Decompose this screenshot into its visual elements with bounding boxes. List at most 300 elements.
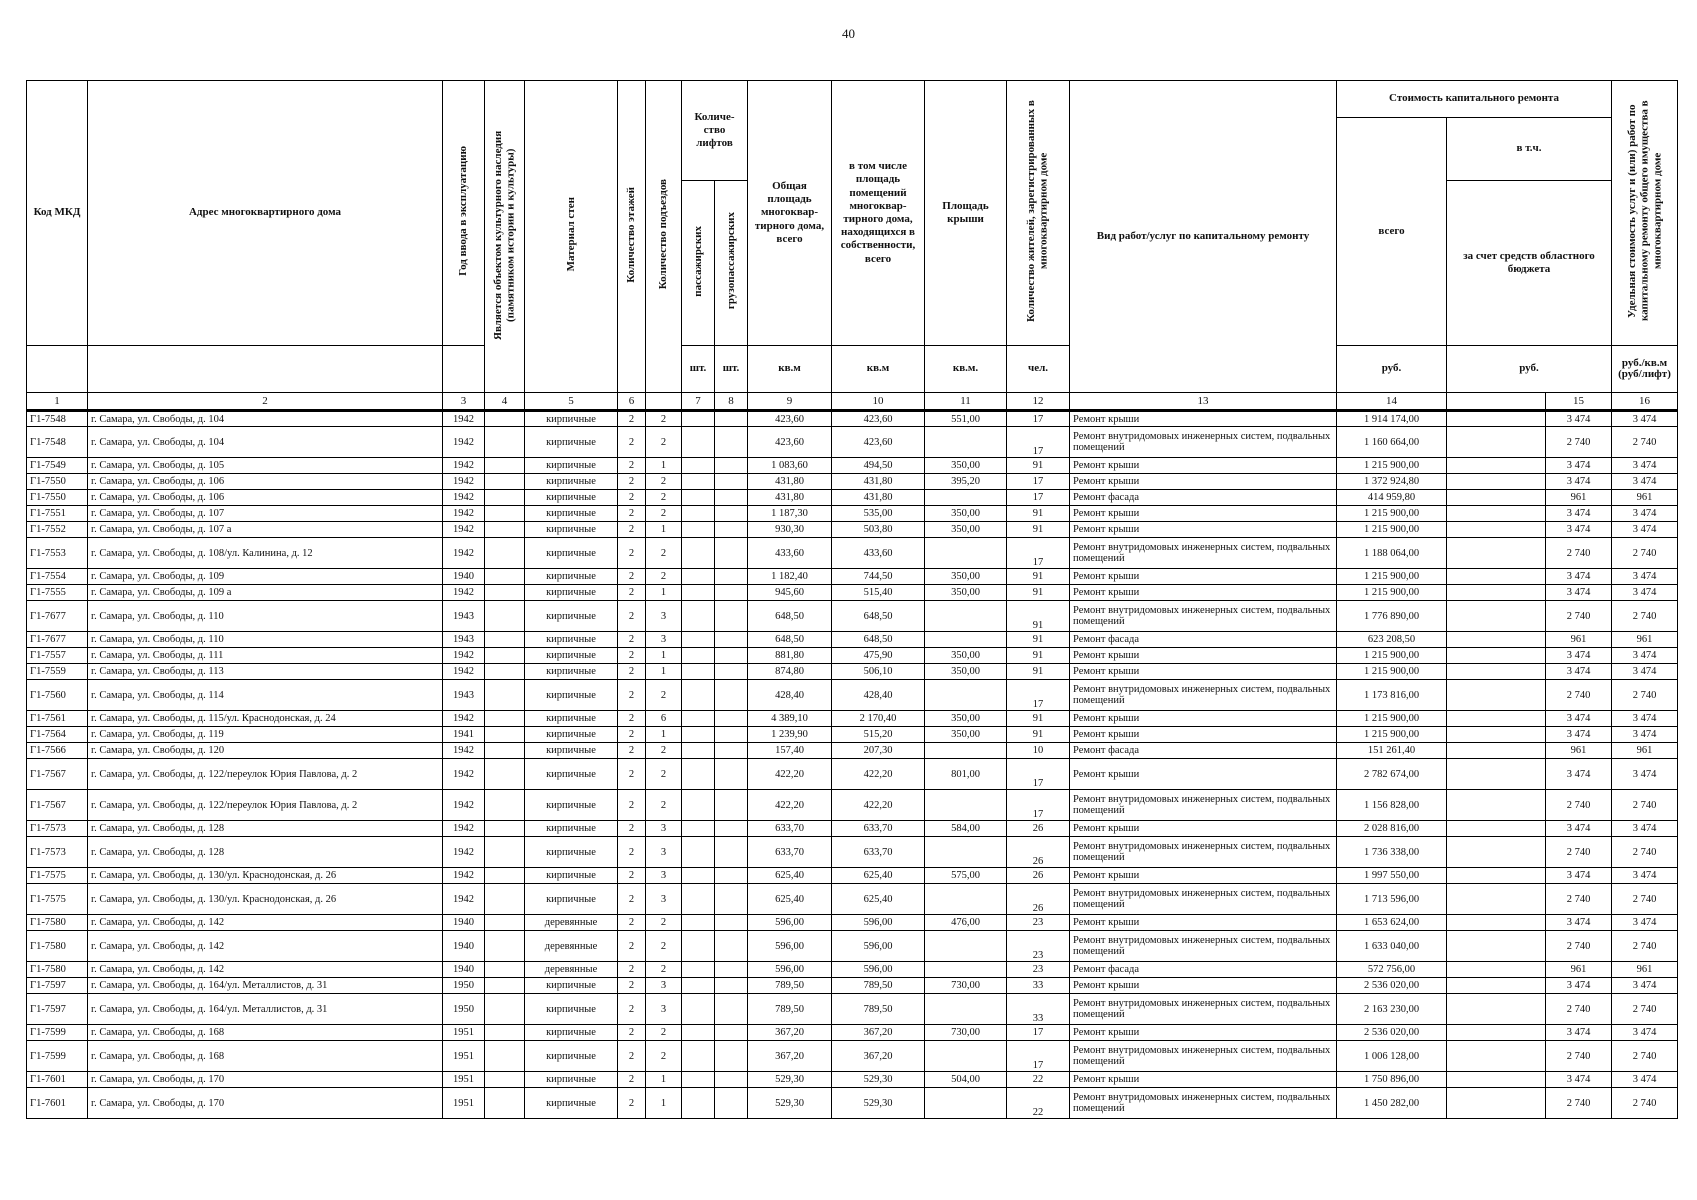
- cell-lifts-cargo: [715, 538, 748, 569]
- cell-lifts-passenger: [682, 601, 715, 632]
- cell-address: г. Самара, ул. Свободы, д. 111: [88, 648, 443, 664]
- cell-year: 1943: [443, 632, 485, 648]
- cell-cost-total: 2 536 020,00: [1337, 1025, 1447, 1041]
- cell-code: Г1-7599: [27, 1025, 88, 1041]
- cell-entrances: 2: [646, 1041, 682, 1072]
- header-total-area: Общая площадь многоквар-тирного дома, всего: [748, 81, 832, 346]
- cell-roof-area: 350,00: [925, 664, 1007, 680]
- column-number: 6: [618, 393, 646, 411]
- cell-owned-area: 529,30: [832, 1088, 925, 1119]
- cell-year: 1942: [443, 490, 485, 506]
- column-number: 15: [1546, 393, 1612, 411]
- cell-total-area: 1 187,30: [748, 506, 832, 522]
- table-row: [27, 1088, 1678, 1119]
- cell-lifts-cargo: [715, 506, 748, 522]
- cell-floors: 2: [618, 868, 646, 884]
- cell-entrances: 3: [646, 821, 682, 837]
- table-row: [27, 569, 1678, 585]
- cell-wall: кирпичные: [525, 790, 618, 821]
- cell-wall: кирпичные: [525, 522, 618, 538]
- cell-residents: 91: [1007, 632, 1070, 648]
- cell-total-area: 422,20: [748, 759, 832, 790]
- cell-residents: 17: [1007, 1041, 1070, 1072]
- cell-floors: 2: [618, 978, 646, 994]
- cell-floors: 2: [618, 522, 646, 538]
- cell-roof-area: 350,00: [925, 522, 1007, 538]
- table-row: [27, 931, 1678, 962]
- cell-residents: 26: [1007, 821, 1070, 837]
- cell-heritage: [485, 931, 525, 962]
- cell-cost-total: 1 215 900,00: [1337, 648, 1447, 664]
- cell-owned-area: 506,10: [832, 664, 925, 680]
- cell-roof-area: [925, 743, 1007, 759]
- cell-limit-cost: 961: [1612, 962, 1678, 978]
- cell-roof-area: 551,00: [925, 411, 1007, 427]
- cell-limit-cost: 961: [1612, 490, 1678, 506]
- cell-residents: 23: [1007, 931, 1070, 962]
- cell-limit-cost: 3 474: [1612, 978, 1678, 994]
- cell-cost-regional: [1447, 884, 1546, 915]
- cell-lifts-passenger: [682, 648, 715, 664]
- column-number: 10: [832, 393, 925, 411]
- cell-residents: 91: [1007, 506, 1070, 522]
- cell-entrances: 2: [646, 538, 682, 569]
- cell-total-area: 431,80: [748, 490, 832, 506]
- cell-owned-area: 423,60: [832, 427, 925, 458]
- cell-cost-total: 1 215 900,00: [1337, 569, 1447, 585]
- cell-lifts-passenger: [682, 978, 715, 994]
- cell-address: г. Самара, ул. Свободы, д. 142: [88, 962, 443, 978]
- cell-owned-area: 596,00: [832, 962, 925, 978]
- cell-total-area: 874,80: [748, 664, 832, 680]
- cell-residents: 23: [1007, 915, 1070, 931]
- cell-heritage: [485, 1088, 525, 1119]
- cell-limit-cost: 2 740: [1612, 884, 1678, 915]
- cell-work-type: Ремонт внутридомовых инженерных систем, подвальных помещений: [1070, 790, 1337, 821]
- cell-lifts-cargo: [715, 427, 748, 458]
- cell-work-type: Ремонт крыши: [1070, 978, 1337, 994]
- cell-work-type: Ремонт внутридомовых инженерных систем, подвальных помещений: [1070, 538, 1337, 569]
- cell-cost-total: 1 776 890,00: [1337, 601, 1447, 632]
- unit-sqm-total: кв.м: [748, 346, 832, 393]
- cell-limit-cost: 2 740: [1612, 1041, 1678, 1072]
- cell-cost-regional: [1447, 632, 1546, 648]
- cell-work-type: Ремонт фасада: [1070, 632, 1337, 648]
- unit-rub-total: руб.: [1337, 346, 1447, 393]
- header-address: Адрес многоквартирного дома: [88, 81, 443, 346]
- cell-lifts-cargo: [715, 962, 748, 978]
- cell-wall: кирпичные: [525, 743, 618, 759]
- cell-owned-area: 625,40: [832, 884, 925, 915]
- header-work-type: Вид работ/услуг по капитальному ремонту: [1070, 81, 1337, 393]
- cell-total-area: 4 389,10: [748, 711, 832, 727]
- cell-limit-cost: 3 474: [1612, 506, 1678, 522]
- cell-heritage: [485, 427, 525, 458]
- cell-address: г. Самара, ул. Свободы, д. 142: [88, 915, 443, 931]
- cell-residents: 26: [1007, 868, 1070, 884]
- cell-wall: кирпичные: [525, 837, 618, 868]
- cell-heritage: [485, 458, 525, 474]
- cell-address: г. Самара, ул. Свободы, д. 105: [88, 458, 443, 474]
- cell-wall: кирпичные: [525, 1072, 618, 1088]
- cell-unit-cost: 3 474: [1546, 915, 1612, 931]
- cell-floors: 2: [618, 427, 646, 458]
- cell-work-type: Ремонт крыши: [1070, 821, 1337, 837]
- cell-limit-cost: 3 474: [1612, 411, 1678, 427]
- cell-cost-regional: [1447, 506, 1546, 522]
- table-row: [27, 664, 1678, 680]
- cell-entrances: 2: [646, 759, 682, 790]
- unit-rate-unit: руб./кв.м (руб/лифт): [1612, 346, 1678, 393]
- cell-floors: 2: [618, 490, 646, 506]
- cell-residents: 17: [1007, 411, 1070, 427]
- cell-entrances: 2: [646, 474, 682, 490]
- cell-code: Г1-7553: [27, 538, 88, 569]
- cell-wall: кирпичные: [525, 601, 618, 632]
- cell-year: 1951: [443, 1041, 485, 1072]
- cell-residents: 91: [1007, 569, 1070, 585]
- cell-year: 1951: [443, 1072, 485, 1088]
- cell-address: г. Самара, ул. Свободы, д. 164/ул. Металлистов, д. 31: [88, 994, 443, 1025]
- cell-year: 1943: [443, 601, 485, 632]
- cell-wall: деревянные: [525, 931, 618, 962]
- header-lifts: Количе-ство лифтов: [682, 81, 748, 181]
- cell-cost-total: 623 208,50: [1337, 632, 1447, 648]
- cell-lifts-passenger: [682, 1025, 715, 1041]
- cell-limit-cost: 3 474: [1612, 821, 1678, 837]
- cell-owned-area: 367,20: [832, 1041, 925, 1072]
- cell-code: Г1-7580: [27, 962, 88, 978]
- table-row: [27, 474, 1678, 490]
- cell-total-area: 596,00: [748, 915, 832, 931]
- cell-heritage: [485, 569, 525, 585]
- cell-floors: 2: [618, 601, 646, 632]
- cell-floors: 2: [618, 680, 646, 711]
- cell-work-type: Ремонт крыши: [1070, 1072, 1337, 1088]
- cell-lifts-passenger: [682, 759, 715, 790]
- cell-work-type: Ремонт крыши: [1070, 727, 1337, 743]
- cell-total-area: 789,50: [748, 978, 832, 994]
- cell-year: 1942: [443, 506, 485, 522]
- cell-cost-total: 2 782 674,00: [1337, 759, 1447, 790]
- cell-code: Г1-7555: [27, 585, 88, 601]
- cell-code: Г1-7677: [27, 601, 88, 632]
- table-row: [27, 978, 1678, 994]
- column-number: 5: [525, 393, 618, 411]
- cell-limit-cost: 3 474: [1612, 664, 1678, 680]
- cell-heritage: [485, 884, 525, 915]
- cell-owned-area: 475,90: [832, 648, 925, 664]
- cell-roof-area: [925, 1041, 1007, 1072]
- cell-work-type: Ремонт крыши: [1070, 1025, 1337, 1041]
- cell-wall: кирпичные: [525, 490, 618, 506]
- header-heritage: Является объектом культурного наследия (памятником истории и культуры): [485, 81, 525, 393]
- cell-owned-area: 648,50: [832, 632, 925, 648]
- cell-lifts-cargo: [715, 632, 748, 648]
- cell-work-type: Ремонт крыши: [1070, 648, 1337, 664]
- cell-entrances: 2: [646, 1025, 682, 1041]
- cell-unit-cost: 2 740: [1546, 1088, 1612, 1119]
- cell-owned-area: 431,80: [832, 474, 925, 490]
- cell-total-area: 596,00: [748, 931, 832, 962]
- cell-work-type: Ремонт крыши: [1070, 759, 1337, 790]
- cell-unit-cost: 2 740: [1546, 601, 1612, 632]
- cell-owned-area: 789,50: [832, 978, 925, 994]
- cell-code: Г1-7550: [27, 474, 88, 490]
- cell-roof-area: 350,00: [925, 727, 1007, 743]
- cell-code: Г1-7551: [27, 506, 88, 522]
- cell-work-type: Ремонт фасада: [1070, 743, 1337, 759]
- cell-code: Г1-7550: [27, 490, 88, 506]
- unit-rub-regional: руб.: [1447, 346, 1612, 393]
- table-row: [27, 601, 1678, 632]
- cell-lifts-passenger: [682, 884, 715, 915]
- cell-unit-cost: 2 740: [1546, 790, 1612, 821]
- cell-lifts-passenger: [682, 915, 715, 931]
- cell-wall: кирпичные: [525, 506, 618, 522]
- cell-lifts-passenger: [682, 680, 715, 711]
- cell-entrances: 2: [646, 680, 682, 711]
- cell-address: г. Самара, ул. Свободы, д. 113: [88, 664, 443, 680]
- cell-cost-total: 1 188 064,00: [1337, 538, 1447, 569]
- unit-empty-3: [443, 346, 485, 393]
- cell-address: г. Самара, ул. Свободы, д. 104: [88, 427, 443, 458]
- cell-year: 1940: [443, 931, 485, 962]
- cell-roof-area: 350,00: [925, 711, 1007, 727]
- column-number: 3: [443, 393, 485, 411]
- header-floors: Количество этажей: [618, 81, 646, 393]
- cell-lifts-cargo: [715, 585, 748, 601]
- cell-cost-regional: [1447, 994, 1546, 1025]
- cell-roof-area: [925, 837, 1007, 868]
- cell-work-type: Ремонт крыши: [1070, 569, 1337, 585]
- table-row: [27, 1041, 1678, 1072]
- cell-floors: 2: [618, 711, 646, 727]
- cell-residents: 23: [1007, 962, 1070, 978]
- cell-unit-cost: 2 740: [1546, 884, 1612, 915]
- column-number: 8: [715, 393, 748, 411]
- cell-cost-regional: [1447, 821, 1546, 837]
- cell-total-area: 881,80: [748, 648, 832, 664]
- cell-total-area: 596,00: [748, 962, 832, 978]
- cell-limit-cost: 2 740: [1612, 538, 1678, 569]
- cell-work-type: Ремонт внутридомовых инженерных систем, подвальных помещений: [1070, 601, 1337, 632]
- cell-lifts-passenger: [682, 474, 715, 490]
- cell-residents: 17: [1007, 759, 1070, 790]
- cell-code: Г1-7559: [27, 664, 88, 680]
- cell-residents: 17: [1007, 1025, 1070, 1041]
- cell-total-area: 633,70: [748, 821, 832, 837]
- cell-limit-cost: 2 740: [1612, 427, 1678, 458]
- cell-floors: 2: [618, 569, 646, 585]
- cell-year: 1942: [443, 664, 485, 680]
- cell-cost-regional: [1447, 569, 1546, 585]
- cell-lifts-cargo: [715, 931, 748, 962]
- cell-address: г. Самара, ул. Свободы, д. 119: [88, 727, 443, 743]
- cell-cost-total: 1 215 900,00: [1337, 506, 1447, 522]
- cell-cost-total: 1 006 128,00: [1337, 1041, 1447, 1072]
- cell-entrances: 1: [646, 522, 682, 538]
- cell-year: 1951: [443, 1025, 485, 1041]
- cell-total-area: 1 239,90: [748, 727, 832, 743]
- cell-roof-area: 350,00: [925, 458, 1007, 474]
- cell-total-area: 423,60: [748, 411, 832, 427]
- cell-residents: 91: [1007, 601, 1070, 632]
- header-year: Год ввода в эксплуатацию: [443, 81, 485, 346]
- cell-year: 1942: [443, 411, 485, 427]
- table-row: [27, 458, 1678, 474]
- cell-heritage: [485, 585, 525, 601]
- column-number: 16: [1612, 393, 1678, 411]
- cell-work-type: Ремонт внутридомовых инженерных систем, подвальных помещений: [1070, 1088, 1337, 1119]
- cell-address: г. Самара, ул. Свободы, д. 104: [88, 411, 443, 427]
- cell-floors: 2: [618, 790, 646, 821]
- cell-lifts-passenger: [682, 411, 715, 427]
- cell-unit-cost: 3 474: [1546, 821, 1612, 837]
- cell-heritage: [485, 522, 525, 538]
- cell-unit-cost: 2 740: [1546, 538, 1612, 569]
- cell-code: Г1-7557: [27, 648, 88, 664]
- cell-heritage: [485, 490, 525, 506]
- cell-address: г. Самара, ул. Свободы, д. 122/переулок Юрия Павлова, д. 2: [88, 790, 443, 821]
- cell-lifts-cargo: [715, 915, 748, 931]
- column-number: [1447, 393, 1546, 411]
- cell-address: г. Самара, ул. Свободы, д. 128: [88, 821, 443, 837]
- cell-wall: кирпичные: [525, 458, 618, 474]
- cell-cost-regional: [1447, 790, 1546, 821]
- cell-address: г. Самара, ул. Свободы, д. 168: [88, 1025, 443, 1041]
- cell-floors: 2: [618, 1072, 646, 1088]
- cell-cost-total: 1 156 828,00: [1337, 790, 1447, 821]
- cell-entrances: 2: [646, 931, 682, 962]
- cell-entrances: 2: [646, 790, 682, 821]
- cell-cost-regional: [1447, 1072, 1546, 1088]
- cell-heritage: [485, 821, 525, 837]
- cell-unit-cost: 3 474: [1546, 648, 1612, 664]
- cell-unit-cost: 3 474: [1546, 411, 1612, 427]
- cell-year: 1940: [443, 569, 485, 585]
- cell-code: Г1-7601: [27, 1088, 88, 1119]
- table-row: [27, 648, 1678, 664]
- cell-limit-cost: 2 740: [1612, 790, 1678, 821]
- cell-year: 1943: [443, 680, 485, 711]
- cell-heritage: [485, 474, 525, 490]
- cell-lifts-cargo: [715, 743, 748, 759]
- cell-unit-cost: 3 474: [1546, 1072, 1612, 1088]
- cell-floors: 2: [618, 931, 646, 962]
- cell-owned-area: 529,30: [832, 1072, 925, 1088]
- cell-wall: кирпичные: [525, 994, 618, 1025]
- cell-entrances: 3: [646, 884, 682, 915]
- cell-cost-regional: [1447, 711, 1546, 727]
- cell-limit-cost: 3 474: [1612, 522, 1678, 538]
- cell-year: 1942: [443, 868, 485, 884]
- table-row: [27, 585, 1678, 601]
- cell-limit-cost: 2 740: [1612, 837, 1678, 868]
- cell-wall: кирпичные: [525, 427, 618, 458]
- cell-lifts-passenger: [682, 837, 715, 868]
- unit-empty-1: [27, 346, 88, 393]
- cell-heritage: [485, 711, 525, 727]
- cell-wall: кирпичные: [525, 1088, 618, 1119]
- unit-sqm-roof: кв.м.: [925, 346, 1007, 393]
- cell-cost-regional: [1447, 522, 1546, 538]
- cell-roof-area: [925, 931, 1007, 962]
- cell-owned-area: 428,40: [832, 680, 925, 711]
- cell-unit-cost: 961: [1546, 632, 1612, 648]
- cell-work-type: Ремонт внутридомовых инженерных систем, подвальных помещений: [1070, 427, 1337, 458]
- cell-cost-regional: [1447, 427, 1546, 458]
- cell-heritage: [485, 759, 525, 790]
- cell-address: г. Самара, ул. Свободы, д. 115/ул. Краснодонская, д. 24: [88, 711, 443, 727]
- header-owned-area: в том числе площадь помещений многоквар-тирного дома, находящихся в собственности, всего: [832, 81, 925, 346]
- cell-roof-area: 350,00: [925, 648, 1007, 664]
- cell-year: 1942: [443, 743, 485, 759]
- cell-residents: 33: [1007, 994, 1070, 1025]
- cell-code: Г1-7597: [27, 978, 88, 994]
- cell-floors: 2: [618, 1025, 646, 1041]
- cell-work-type: Ремонт крыши: [1070, 522, 1337, 538]
- cell-entrances: 3: [646, 601, 682, 632]
- cell-floors: 2: [618, 632, 646, 648]
- cell-owned-area: 2 170,40: [832, 711, 925, 727]
- cell-heritage: [485, 868, 525, 884]
- cell-roof-area: [925, 632, 1007, 648]
- cell-code: Г1-7677: [27, 632, 88, 648]
- cell-entrances: 1: [646, 585, 682, 601]
- cell-limit-cost: 3 474: [1612, 474, 1678, 490]
- cell-lifts-cargo: [715, 790, 748, 821]
- cell-total-area: 367,20: [748, 1025, 832, 1041]
- cell-address: г. Самара, ул. Свободы, д. 142: [88, 931, 443, 962]
- cell-code: Г1-7580: [27, 915, 88, 931]
- cell-unit-cost: 961: [1546, 490, 1612, 506]
- cell-heritage: [485, 837, 525, 868]
- cell-address: г. Самара, ул. Свободы, д. 107: [88, 506, 443, 522]
- cell-residents: 91: [1007, 522, 1070, 538]
- cell-total-area: 367,20: [748, 1041, 832, 1072]
- cell-lifts-passenger: [682, 664, 715, 680]
- cell-code: Г1-7573: [27, 837, 88, 868]
- cell-residents: 17: [1007, 538, 1070, 569]
- cell-wall: кирпичные: [525, 978, 618, 994]
- cell-cost-regional: [1447, 727, 1546, 743]
- cell-lifts-cargo: [715, 458, 748, 474]
- cell-cost-regional: [1447, 538, 1546, 569]
- cell-work-type: Ремонт крыши: [1070, 506, 1337, 522]
- header-repair-cost: Стоимость капитального ремонта: [1337, 81, 1612, 118]
- cell-lifts-cargo: [715, 664, 748, 680]
- cell-roof-area: [925, 680, 1007, 711]
- cell-heritage: [485, 648, 525, 664]
- cell-code: Г1-7560: [27, 680, 88, 711]
- cell-work-type: Ремонт внутридомовых инженерных систем, подвальных помещений: [1070, 931, 1337, 962]
- table-row: [27, 759, 1678, 790]
- cell-entrances: 2: [646, 506, 682, 522]
- cell-cost-regional: [1447, 1088, 1546, 1119]
- cell-year: 1942: [443, 427, 485, 458]
- cell-cost-total: 1 713 596,00: [1337, 884, 1447, 915]
- column-number: [646, 393, 682, 411]
- cell-roof-area: 350,00: [925, 506, 1007, 522]
- table-row: [27, 837, 1678, 868]
- cell-residents: 91: [1007, 585, 1070, 601]
- cell-residents: 33: [1007, 978, 1070, 994]
- unit-pcs-cargo: шт.: [715, 346, 748, 393]
- cell-roof-area: 476,00: [925, 915, 1007, 931]
- cell-unit-cost: 2 740: [1546, 931, 1612, 962]
- cell-lifts-cargo: [715, 1041, 748, 1072]
